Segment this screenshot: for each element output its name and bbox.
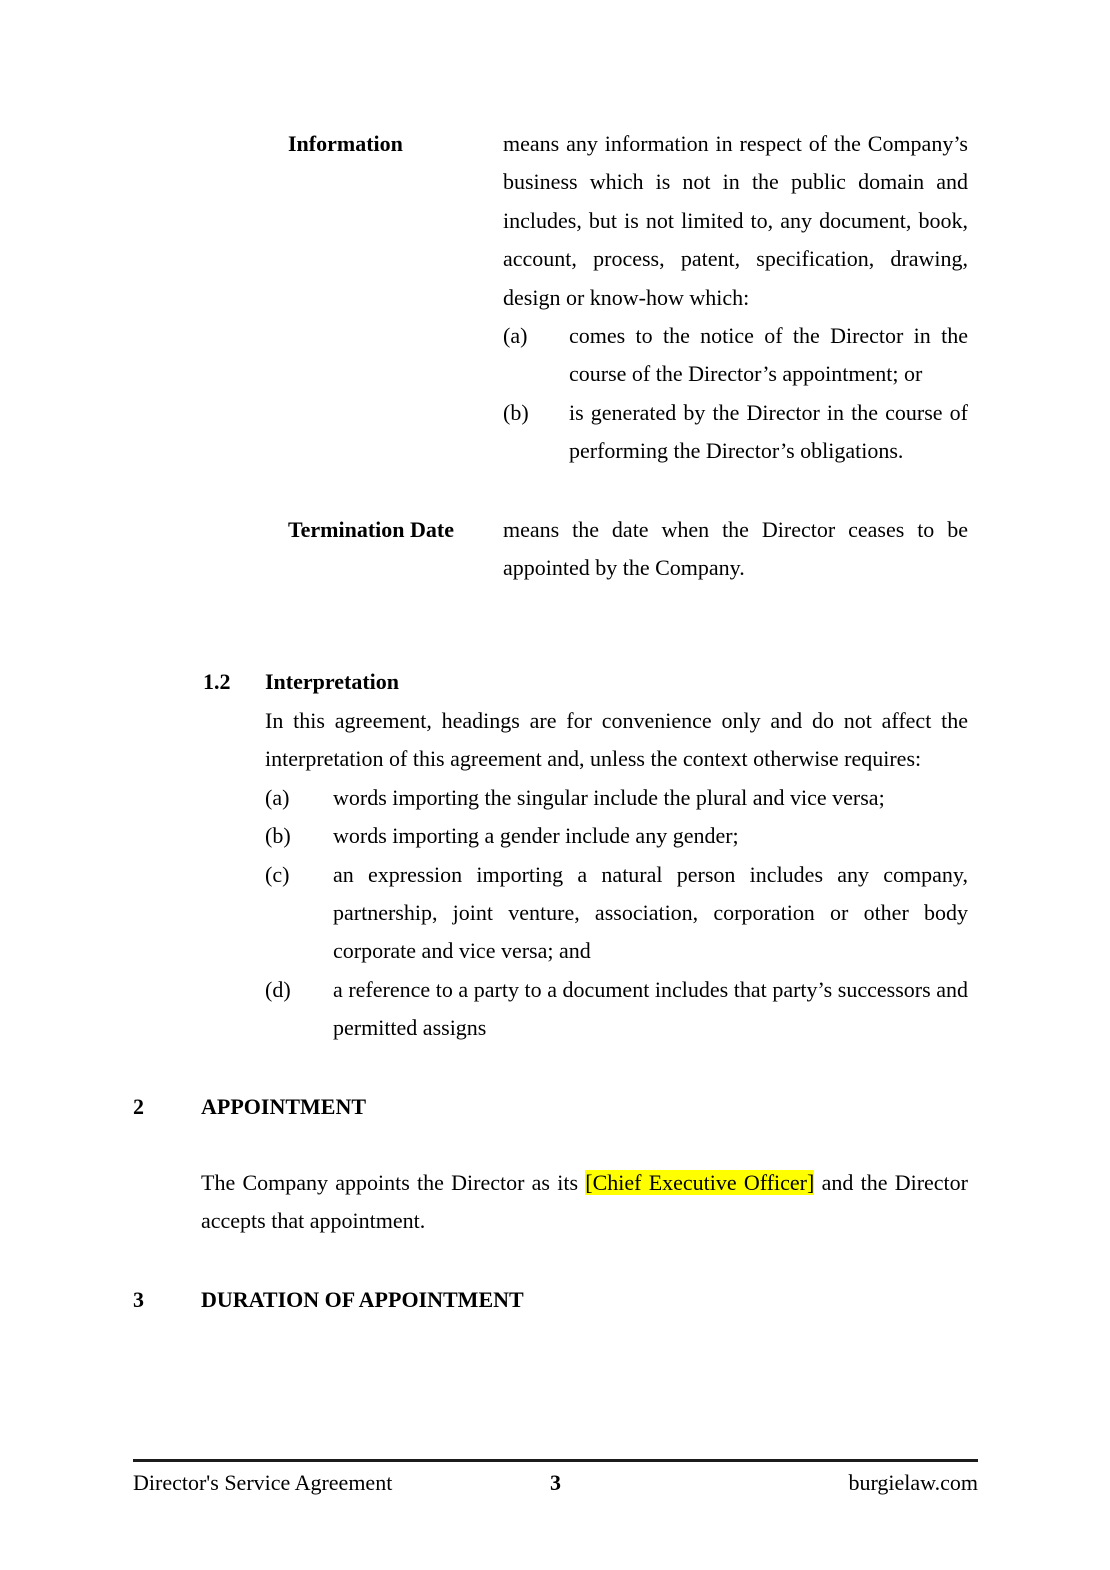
list-item-text: words importing the singular include the plural and vice versa; xyxy=(333,784,885,810)
list-marker: (b) xyxy=(503,399,529,425)
list-item-text: comes to the notice of the Director in the course of the Director’s appointment; or xyxy=(569,323,968,387)
section-2 xyxy=(133,1088,968,1241)
definition-row-termination-date xyxy=(288,511,968,588)
interpretation-item-c xyxy=(265,856,968,971)
interpretation-item-b xyxy=(265,817,968,855)
list-marker: (b) xyxy=(265,823,291,849)
definition-term: Information xyxy=(288,131,403,156)
section-body xyxy=(265,702,968,1048)
list-item-text: words importing a gender include any gender; xyxy=(333,823,739,849)
page-content xyxy=(133,125,968,1319)
section-number: 3 xyxy=(133,1286,144,1312)
definition-term: Termination Date xyxy=(288,516,455,542)
list-marker: (a) xyxy=(265,784,290,810)
footer-document-title: Director's Service Agreement xyxy=(133,1470,393,1495)
interpretation-item-d xyxy=(265,971,968,1048)
list-item-text: is generated by the Director in the course of performing the Director’s obligations. xyxy=(569,399,968,464)
section-number: 2 xyxy=(133,1093,144,1119)
section-number: 1.2 xyxy=(203,669,231,695)
footer-page-number: 3 xyxy=(550,1470,561,1495)
definition-subitem-a xyxy=(503,317,968,394)
list-item-text: a reference to a party to a document includes that party’s successors and permitted assigns xyxy=(333,976,968,1041)
list-marker: (a) xyxy=(503,323,528,349)
definition-body xyxy=(503,125,968,471)
appointment-paragraph xyxy=(201,1164,968,1241)
footer-website: burgielaw.com xyxy=(848,1470,978,1495)
section-title: Interpretation xyxy=(265,669,400,695)
highlighted-placeholder: [Chief Executive Officer] xyxy=(585,1169,815,1195)
page-footer xyxy=(133,1459,978,1501)
definition-subitem-b xyxy=(503,394,968,471)
section-heading xyxy=(133,1088,968,1126)
section-1-2 xyxy=(203,663,968,1047)
list-marker: (c) xyxy=(265,861,290,887)
paragraph-text-after: and the Director accepts that appointment. xyxy=(201,1169,968,1234)
list-item-text: an expression importing a natural person includes any company, partnership, joint venture, association, corporation or other body corporate and vice versa; and xyxy=(333,861,968,964)
section-heading xyxy=(203,663,968,701)
interpretation-intro: In this agreement, headings are for convenience only and do not affect the interpretation of this agreement and, unless the context otherwise requires: xyxy=(265,707,968,772)
definition-text: means the date when the Director ceases to be appointed by the Company. xyxy=(503,516,968,581)
paragraph-text-before: The Company appoints the Director as its xyxy=(201,1169,586,1195)
definition-row-information xyxy=(288,125,968,471)
definition-body xyxy=(503,511,968,588)
section-title: DURATION OF APPOINTMENT xyxy=(201,1286,524,1312)
definitions-section xyxy=(133,125,968,587)
section-body xyxy=(201,1164,968,1241)
section-title: APPOINTMENT xyxy=(201,1093,366,1119)
list-marker: (d) xyxy=(265,976,291,1002)
interpretation-item-a xyxy=(265,779,968,817)
section-heading xyxy=(133,1281,968,1319)
section-3 xyxy=(133,1281,968,1319)
definition-text: means any information in respect of the Company’s business which is not in the public domain and includes, but is not limited to, any document, book, account, process, patent, specification, drawing, design or know-how which: xyxy=(503,131,968,310)
